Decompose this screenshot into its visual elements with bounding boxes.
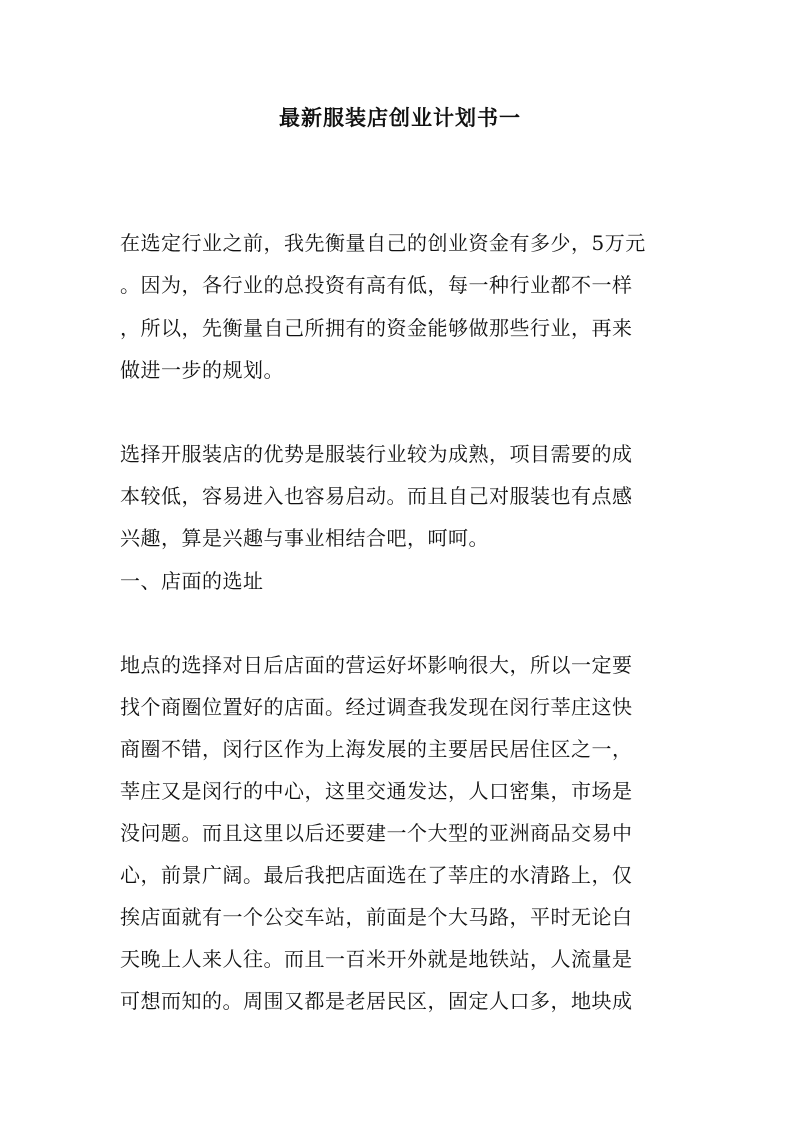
text-line: ，所以，先衡量自己所拥有的资金能够做那些行业，再来	[120, 316, 633, 340]
text-line: 天晚上人来人往。而且一百米开外就是地铁站，人流量是	[120, 947, 633, 971]
text-line: 挨店面就有一个公交车站，前面是个大马路，平时无论白	[120, 905, 633, 929]
text-line: 。因为，各行业的总投资有高有低，每一种行业都不一样	[120, 273, 633, 297]
text-line: 兴趣，算是兴趣与事业相结合吧，呵呵。	[120, 526, 489, 550]
text-line: 可想而知的。周围又都是老居民区，固定人口多，地块成	[120, 989, 633, 1013]
section-heading-store-location: 一、店面的选址	[120, 569, 264, 593]
text-line: 找个商圈位置好的店面。经过调查我发现在闵行莘庄这快	[120, 695, 633, 719]
text-line: 在选定行业之前，我先衡量自己的创业资金有多少，5万元	[120, 231, 646, 255]
text-line: 地点的选择对日后店面的营运好坏影响很大，所以一定要	[120, 653, 633, 677]
text-line: 没问题。而且这里以后还要建一个大型的亚洲商品交易中	[120, 821, 633, 845]
text-line: 商圈不错，闵行区作为上海发展的主要居民居住区之一，	[120, 737, 633, 761]
text-line: 莘庄又是闵行的中心，这里交通发达，人口密集，市场是	[120, 779, 633, 803]
text-line: 本较低，容易进入也容易启动。而且自己对服装也有点感	[120, 484, 633, 508]
document-title: 最新服装店创业计划书一	[279, 105, 521, 130]
text-line: 做进一步的规划。	[120, 358, 284, 382]
text-line: 选择开服装店的优势是服装行业较为成熟，项目需要的成	[120, 442, 633, 466]
text-line: 心，前景广阔。最后我把店面选在了莘庄的水清路上，仅	[120, 863, 633, 887]
